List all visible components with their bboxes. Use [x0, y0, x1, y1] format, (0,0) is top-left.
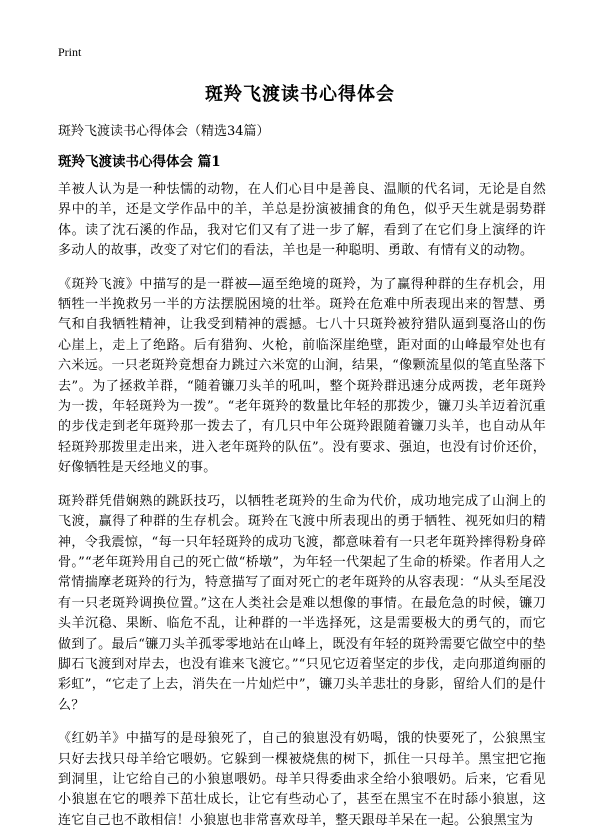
paragraph-3: 斑羚群凭借娴熟的跳跃技巧，以牺牲老斑羚的生命为代价，成功地完成了山涧上的飞渡，赢得了种群的生存机会。斑羚在飞渡中所表现出的勇于牺牲、视死如归的精神，令我震惊，“每一只年轻斑羚的成功飞渡，都意味着有一只老年斑羚摔得粉身碎骨。”“老年斑羚用自己的死亡做“桥墩”，为年轻一代架起了生命的桥梁。作者用人之常情揣摩老斑羚的行为，特意描写了面对死亡的老年斑羚的从容表现：“从头至尾没有一只老斑羚调换位置。”这在人类社会是难以想像的事情。在最危急的时候，镰刀头羊沉稳、果断、临危不乱，让种群的一半选择死，这是需要极大的勇气的，而它做到了。最后“镰刀头羊孤零零地站在山峰上，既没有年轻的斑羚需要它做空中的垫脚石飞渡到对岸去，也没有谁来飞渡它。”“只见它迈着坚定的步伐，走向那道绚丽的彩虹”，“它走了上去，消失在一片灿烂中”，镰刀头羊悲壮的身影，留给人们的是什么？	[58, 493, 546, 713]
document-title: 斑羚飞渡读书心得体会	[205, 84, 395, 105]
print-link[interactable]: Print	[58, 45, 82, 59]
section-heading: 斑羚飞渡读书心得体会 篇1	[58, 154, 221, 170]
document-subtitle: 斑羚飞渡读书心得体会（精选34篇）	[58, 124, 270, 139]
paragraph-1: 羊被人认为是一种怯懦的动物，在人们心目中是善良、温顺的代名词，无论是自然界中的羊，还是文学作品中的羊，羊总是扮演被捕食的角色，似乎天生就是弱势群体。读了沈石溪的作品，我对它们又有了进一步了解，看到了在它们身上演绎的许多动人的故事，改变了对它们的看法，羊也是一种聪明、勇敢、有情有义的动物。	[58, 182, 546, 259]
article-body	[58, 180, 546, 828]
paragraph-4: 《红奶羊》中描写的是母狼死了，自己的狼崽没有奶喝，饿的快要死了，公狼黑宝只好去找只母羊给它喂奶。它躲到一棵被烧焦的树下，抓住一只母羊。黑宝把它拖到洞里，让它给自己的小狼崽喂奶。母羊只得委曲求全给小狼喂奶。后来，它看见小狼崽在它的喂养下茁壮成长，让它有些动心了，甚至在黑宝不在时舔小狼崽，这连它自己也不敢相信！小狼崽也非常喜欢母羊，整天跟母羊呆在一起。公狼黑宝为	[58, 731, 546, 828]
paragraph-2: 《斑羚飞渡》中描写的是一群被―逼至绝境的斑羚，为了赢得种群的生存机会，用牺牲一半挽救另一半的方法摆脱困境的壮举。斑羚在危难中所表现出来的智慧、勇气和自我牺牲精神，让我受到精神的震撼。七八十只斑羚被狩猎队逼到戛洛山的伤心崖上，走上了绝路。后有猎狗、火枪，前临深崖绝壁，距对面的山峰最窄处也有六米远。一只老斑羚竟想奋力跳过六米宽的山涧，结果，“像颗流星似的笔直坠落下去”。为了拯救羊群，“随着镰刀头羊的吼叫，整个斑羚群迅速分成两拨，老年斑羚为一拨，年轻斑羚为一拨”。“老年斑羚的数量比年轻的那拨少，镰刀头羊迈着沉重的步伐走到老年斑羚那一拨去了，有几只中年公斑羚跟随着镰刀头羊，也自动从年轻斑羚那拨里走出来，进入老年斑羚的队伍”。没有要求、强迫，也没有讨价还价，好像牺牲是天经地义的事。	[58, 276, 546, 476]
